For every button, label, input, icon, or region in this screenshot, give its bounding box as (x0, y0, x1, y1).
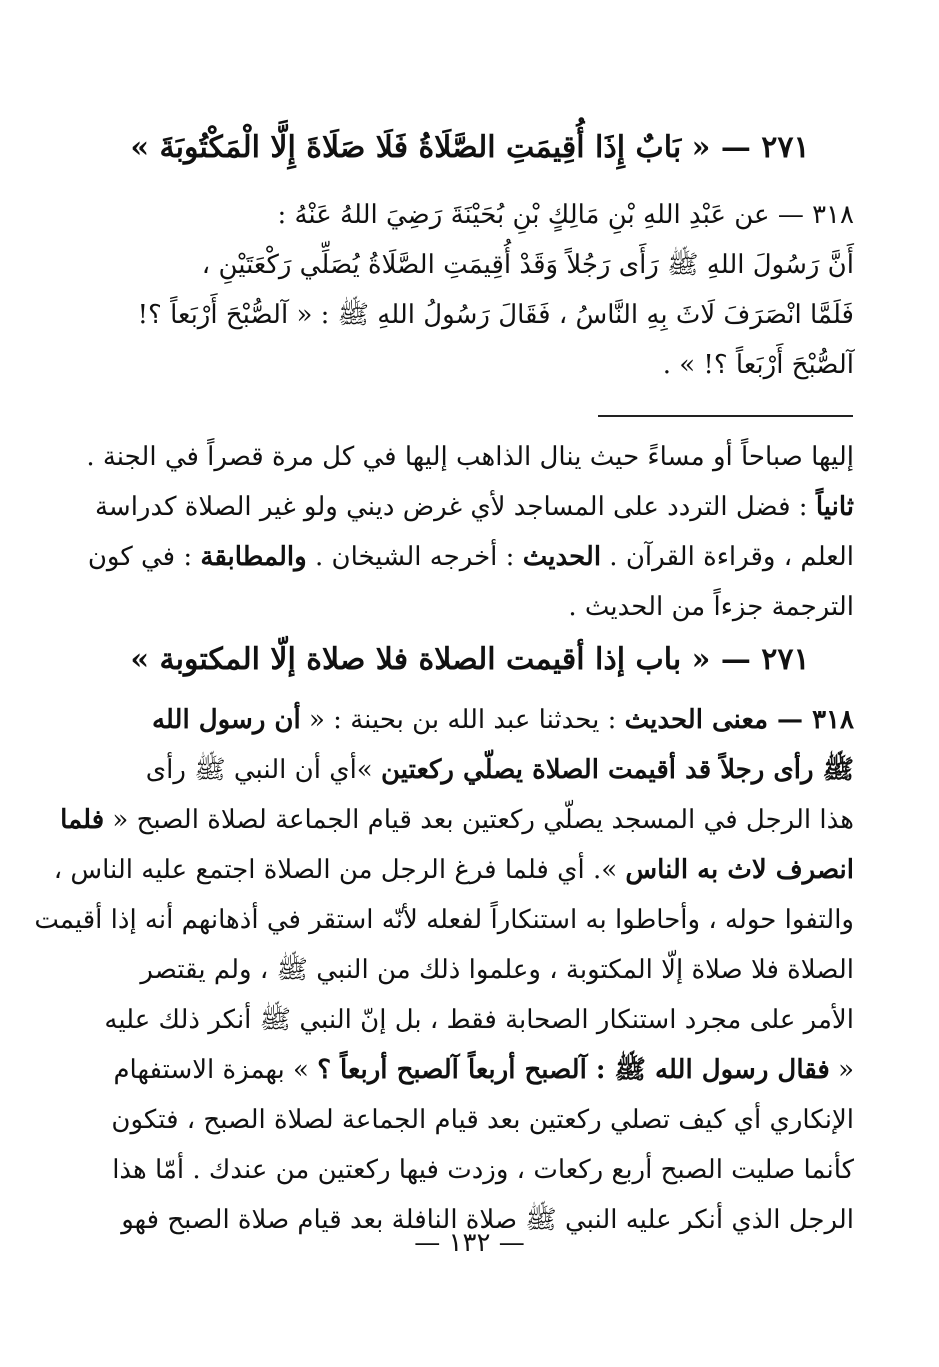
hadith-chapter-heading: ٢٧١ — « بَابٌ إِذَا أُقِيمَتِ الصَّلَاةُ فَلَا صَلَاةَ إِلَّا الْمَكْتُوبَةَ » (130, 130, 810, 165)
footnote-text: العلم ، وقراءة القرآن . (601, 542, 854, 572)
commentary-line: الأمر على مجرد استنكار الصحابة فقط ، بل إنّ النبي ﷺ أنكر ذلك عليه (104, 1005, 854, 1035)
hadith-line: ٣١٨ — عن عَبْدِ اللهِ بْنِ مَالِكٍ بْنِ بُحَيْنَةَ رَضِيَ اللهُ عَنْهُ : (277, 200, 854, 230)
commentary-chapter-heading: ٢٧١ — « باب إذا أقيمت الصلاة فلا صلاة إلّا المكتوبة » (130, 642, 810, 677)
footnote-label: والمطابقة (200, 542, 307, 572)
page-number: — ١٣٢ — (414, 1228, 525, 1258)
commentary-text (34, 695, 854, 1245)
commentary-line (60, 795, 854, 845)
footnote-line: الترجمة جزءاً من الحديث . (568, 592, 854, 622)
hadith-text (86, 190, 854, 390)
commentary-span: ». أي فلما فرغ الرجل من الصلاة اجتمع عليه الناس ، (53, 855, 626, 885)
footnote-line (86, 482, 854, 532)
commentary-line (86, 695, 854, 745)
commentary-line (53, 845, 854, 895)
commentary-span: : يحدثنا عبد الله بن بحينة : « (300, 705, 625, 735)
commentary-bold: فقال رسول الله ﷺ : آلصبح أربعاً آلصبح أربعاً ؟ (317, 1055, 830, 1085)
commentary-line (86, 745, 854, 795)
commentary-span: « (829, 1055, 854, 1085)
commentary-line: الصلاة فلا صلاة إلّا المكتوبة ، وعلموا ذلك من النبي ﷺ ، ولم يقتصر (140, 955, 854, 985)
commentary-line: الرجل الذي أنكر عليه النبي ﷺ صلاة النافلة بعد قيام صلاة الصبح فهو (121, 1205, 854, 1235)
footnote-label: ثانياً (815, 492, 854, 522)
footnote-divider (598, 415, 853, 417)
footnote-text: : في كون (87, 542, 201, 572)
commentary-bold: انصرف لاث به الناس (625, 855, 854, 885)
commentary-bold: أن رسول الله (151, 705, 301, 735)
commentary-span: » بهمزة الاستفهام (113, 1055, 318, 1085)
commentary-bold: فلما (60, 805, 105, 835)
footnote-text: : أخرجه الشيخان . (306, 542, 523, 572)
footnote-text: : فضل التردد على المساجد لأي غرض ديني ولو غير الصلاة كدراسة (94, 492, 816, 522)
commentary-span: »أي أن النبي ﷺ رأى (145, 755, 381, 785)
commentary-line: كأنما صليت الصبح أربع ركعات ، وزدت فيها ركعتين من عندك . أمّا هذا (112, 1155, 854, 1185)
commentary-line: الإنكاري أي كيف تصلي ركعتين بعد قيام الجماعة لصلاة الصبح ، فتكون (111, 1105, 854, 1135)
footnote-label: الحديث (522, 542, 602, 572)
commentary-bold: ٣١٨ — معنى الحديث (624, 705, 854, 735)
footnote-line (86, 532, 854, 582)
hadith-line: فَلَمَّا انْصَرَفَ لَاثَ بِهِ النَّاسُ ، فَقَالَ رَسُولُ اللهِ ﷺ : « آلصُّبْحَ أَرْبَعاً ؟! (137, 300, 854, 330)
commentary-bold: ﷺ رأى رجلاً قد أقيمت الصلاة يصلّي ركعتين (380, 755, 854, 785)
footnote-line: إليها صباحاً أو مساءً حيث ينال الذاهب إليها في كل مرة قصراً في الجنة . (86, 442, 854, 472)
hadith-line: أَنَّ رَسُولَ اللهِ ﷺ رَأَى رَجُلاً وَقَدْ أُقِيمَتِ الصَّلَاةُ يُصَلِّي رَكْعَتَيْنِ ، (201, 250, 854, 280)
commentary-line (86, 1045, 854, 1095)
commentary-span: هذا الرجل في المسجد يصلّي ركعتين بعد قيام الجماعة لصلاة الصبح « (104, 805, 854, 835)
commentary-line: والتفوا حوله ، وأحاطوا به استنكاراً لفعله لأنّه استقر في أذهانهم أنه إذا أقيمت (34, 905, 854, 935)
footnote-block (86, 432, 854, 632)
hadith-line: آلصُّبْحَ أَرْبَعاً ؟! » . (662, 350, 854, 380)
